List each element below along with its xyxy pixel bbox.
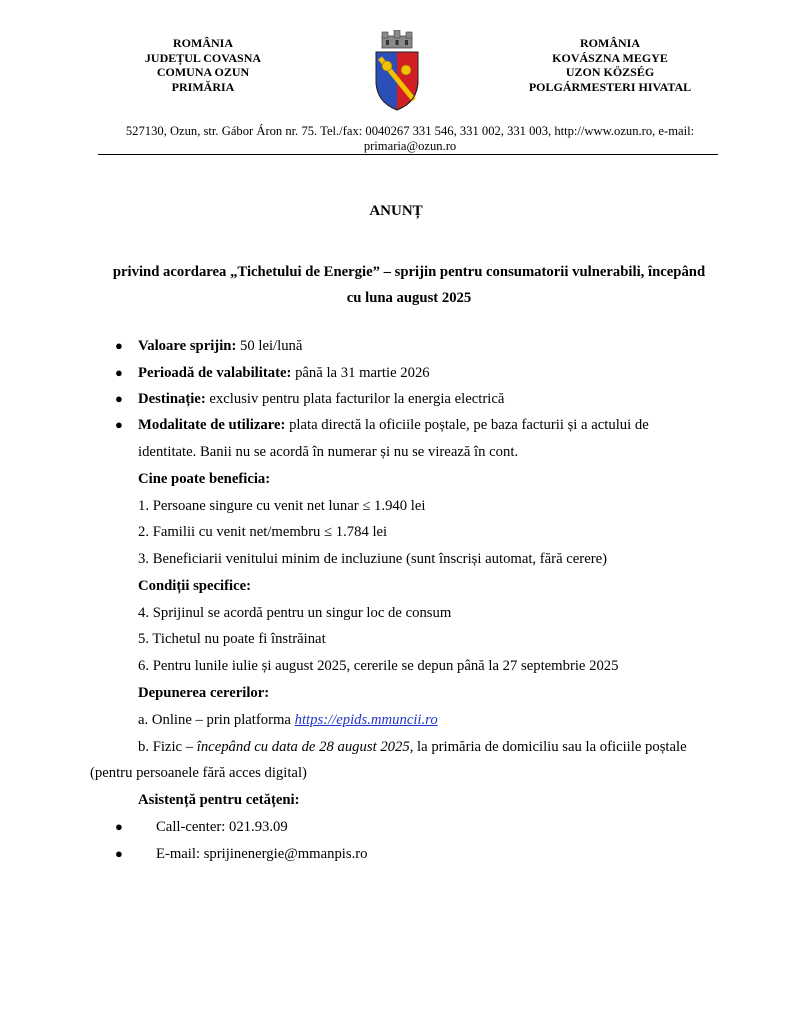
bullet-icon: ● xyxy=(115,846,123,861)
detail-text: plata directă la oficiile poștale, pe baza facturii și a actului de xyxy=(285,417,649,433)
contact-address xyxy=(100,124,720,154)
header-right-line: KOVÁSZNA MEGYE xyxy=(552,50,668,65)
header-left-line: PRIMĂRIA xyxy=(171,79,235,94)
conditions-heading: Condiții specifice: xyxy=(138,578,251,594)
submission-physical-date: începând cu data de 28 august 2025 xyxy=(196,739,410,755)
eligibility-item: 1. Persoane singure cu venit net lunar ≤ 1.940 lei xyxy=(138,498,426,514)
epids-platform-link[interactable]: https://epids.mmuncii.ro xyxy=(294,712,438,728)
header-left-block xyxy=(108,36,298,94)
assistance-email: E-mail: sprijinenergie@mmanpis.ro xyxy=(156,846,368,862)
condition-item: 6. Pentru lunile iulie și august 2025, cererile se depun până la 27 septembrie 2025 xyxy=(138,658,619,674)
eligibility-item: 3. Beneficiarii venitului minim de incluziune (sunt înscriși automat, fără cerere) xyxy=(138,551,608,567)
header-left-line: ROMÂNIA xyxy=(173,36,233,50)
eligibility-heading: Cine poate beneficia: xyxy=(138,471,271,487)
header-right-block xyxy=(510,36,710,94)
address-line: 527130, Ozun, str. Gábor Áron nr. 75. Tel./fax: 0040267 331 546, 331 002, 331 003, http://www.ozun.ro, e-mail: xyxy=(125,124,695,138)
eligibility-item: 2. Familii cu venit net/membru ≤ 1.784 lei xyxy=(138,524,388,540)
subtitle-line: cu luna august 2025 xyxy=(346,290,472,306)
submission-online xyxy=(138,711,438,729)
submission-physical-continuation: (pentru persoanele fără acces digital) xyxy=(90,765,307,781)
bullet-icon: ● xyxy=(115,365,123,380)
page-title: ANUNȚ xyxy=(369,203,423,219)
submission-physical-rest: , la primăria de domiciliu sau la oficiile poștale xyxy=(409,739,687,755)
bullet-icon: ● xyxy=(115,417,123,432)
header-divider xyxy=(98,154,718,155)
submission-online-text: a. Online – prin platforma xyxy=(138,712,295,728)
detail-value xyxy=(138,337,302,355)
submission-physical-text: b. Fizic – xyxy=(138,739,197,755)
detail-label: Valoare sprijin: xyxy=(138,338,237,354)
detail-label: Destinație: xyxy=(138,391,206,407)
detail-label: Perioadă de valabilitate: xyxy=(138,365,292,381)
bullet-icon: ● xyxy=(115,391,123,406)
detail-text: până la 31 martie 2026 xyxy=(291,365,430,381)
bullet-icon: ● xyxy=(115,819,123,834)
announcement-subtitle xyxy=(96,259,722,311)
bullet-icon: ● xyxy=(115,338,123,353)
coat-of-arms-icon xyxy=(372,30,422,114)
detail-destination xyxy=(138,390,504,408)
detail-label: Modalitate de utilizare: xyxy=(138,417,286,433)
detail-period xyxy=(138,364,430,382)
assistance-heading: Asistență pentru cetățeni: xyxy=(138,792,300,808)
header-right-line: POLGÁRMESTERI HIVATAL xyxy=(528,79,692,94)
assistance-call-center: Call-center: 021.93.09 xyxy=(156,819,288,835)
submission-heading: Depunerea cererilor: xyxy=(138,685,270,701)
condition-item: 5. Tichetul nu poate fi înstrăinat xyxy=(138,631,326,647)
detail-text: 50 lei/lună xyxy=(236,338,303,354)
detail-text: exclusiv pentru plata facturilor la energia electrică xyxy=(205,391,505,407)
header-right-line: UZON KÖZSÉG xyxy=(565,65,655,79)
header-right-line: ROMÂNIA xyxy=(580,36,640,50)
submission-physical xyxy=(138,738,687,756)
condition-item: 4. Sprijinul se acordă pentru un singur loc de consum xyxy=(138,605,452,621)
address-line: primaria@ozun.ro xyxy=(363,139,457,153)
detail-usage xyxy=(138,416,649,434)
subtitle-line: privind acordarea „Tichetului de Energie” – sprijin pentru consumatorii vulnerabili, începând xyxy=(112,264,706,280)
detail-usage-continuation: identitate. Banii nu se acordă în numerar și nu se virează în cont. xyxy=(138,444,519,460)
header-left-line: JUDEȚUL COVASNA xyxy=(144,50,262,65)
header-left-line: COMUNA OZUN xyxy=(156,65,250,79)
